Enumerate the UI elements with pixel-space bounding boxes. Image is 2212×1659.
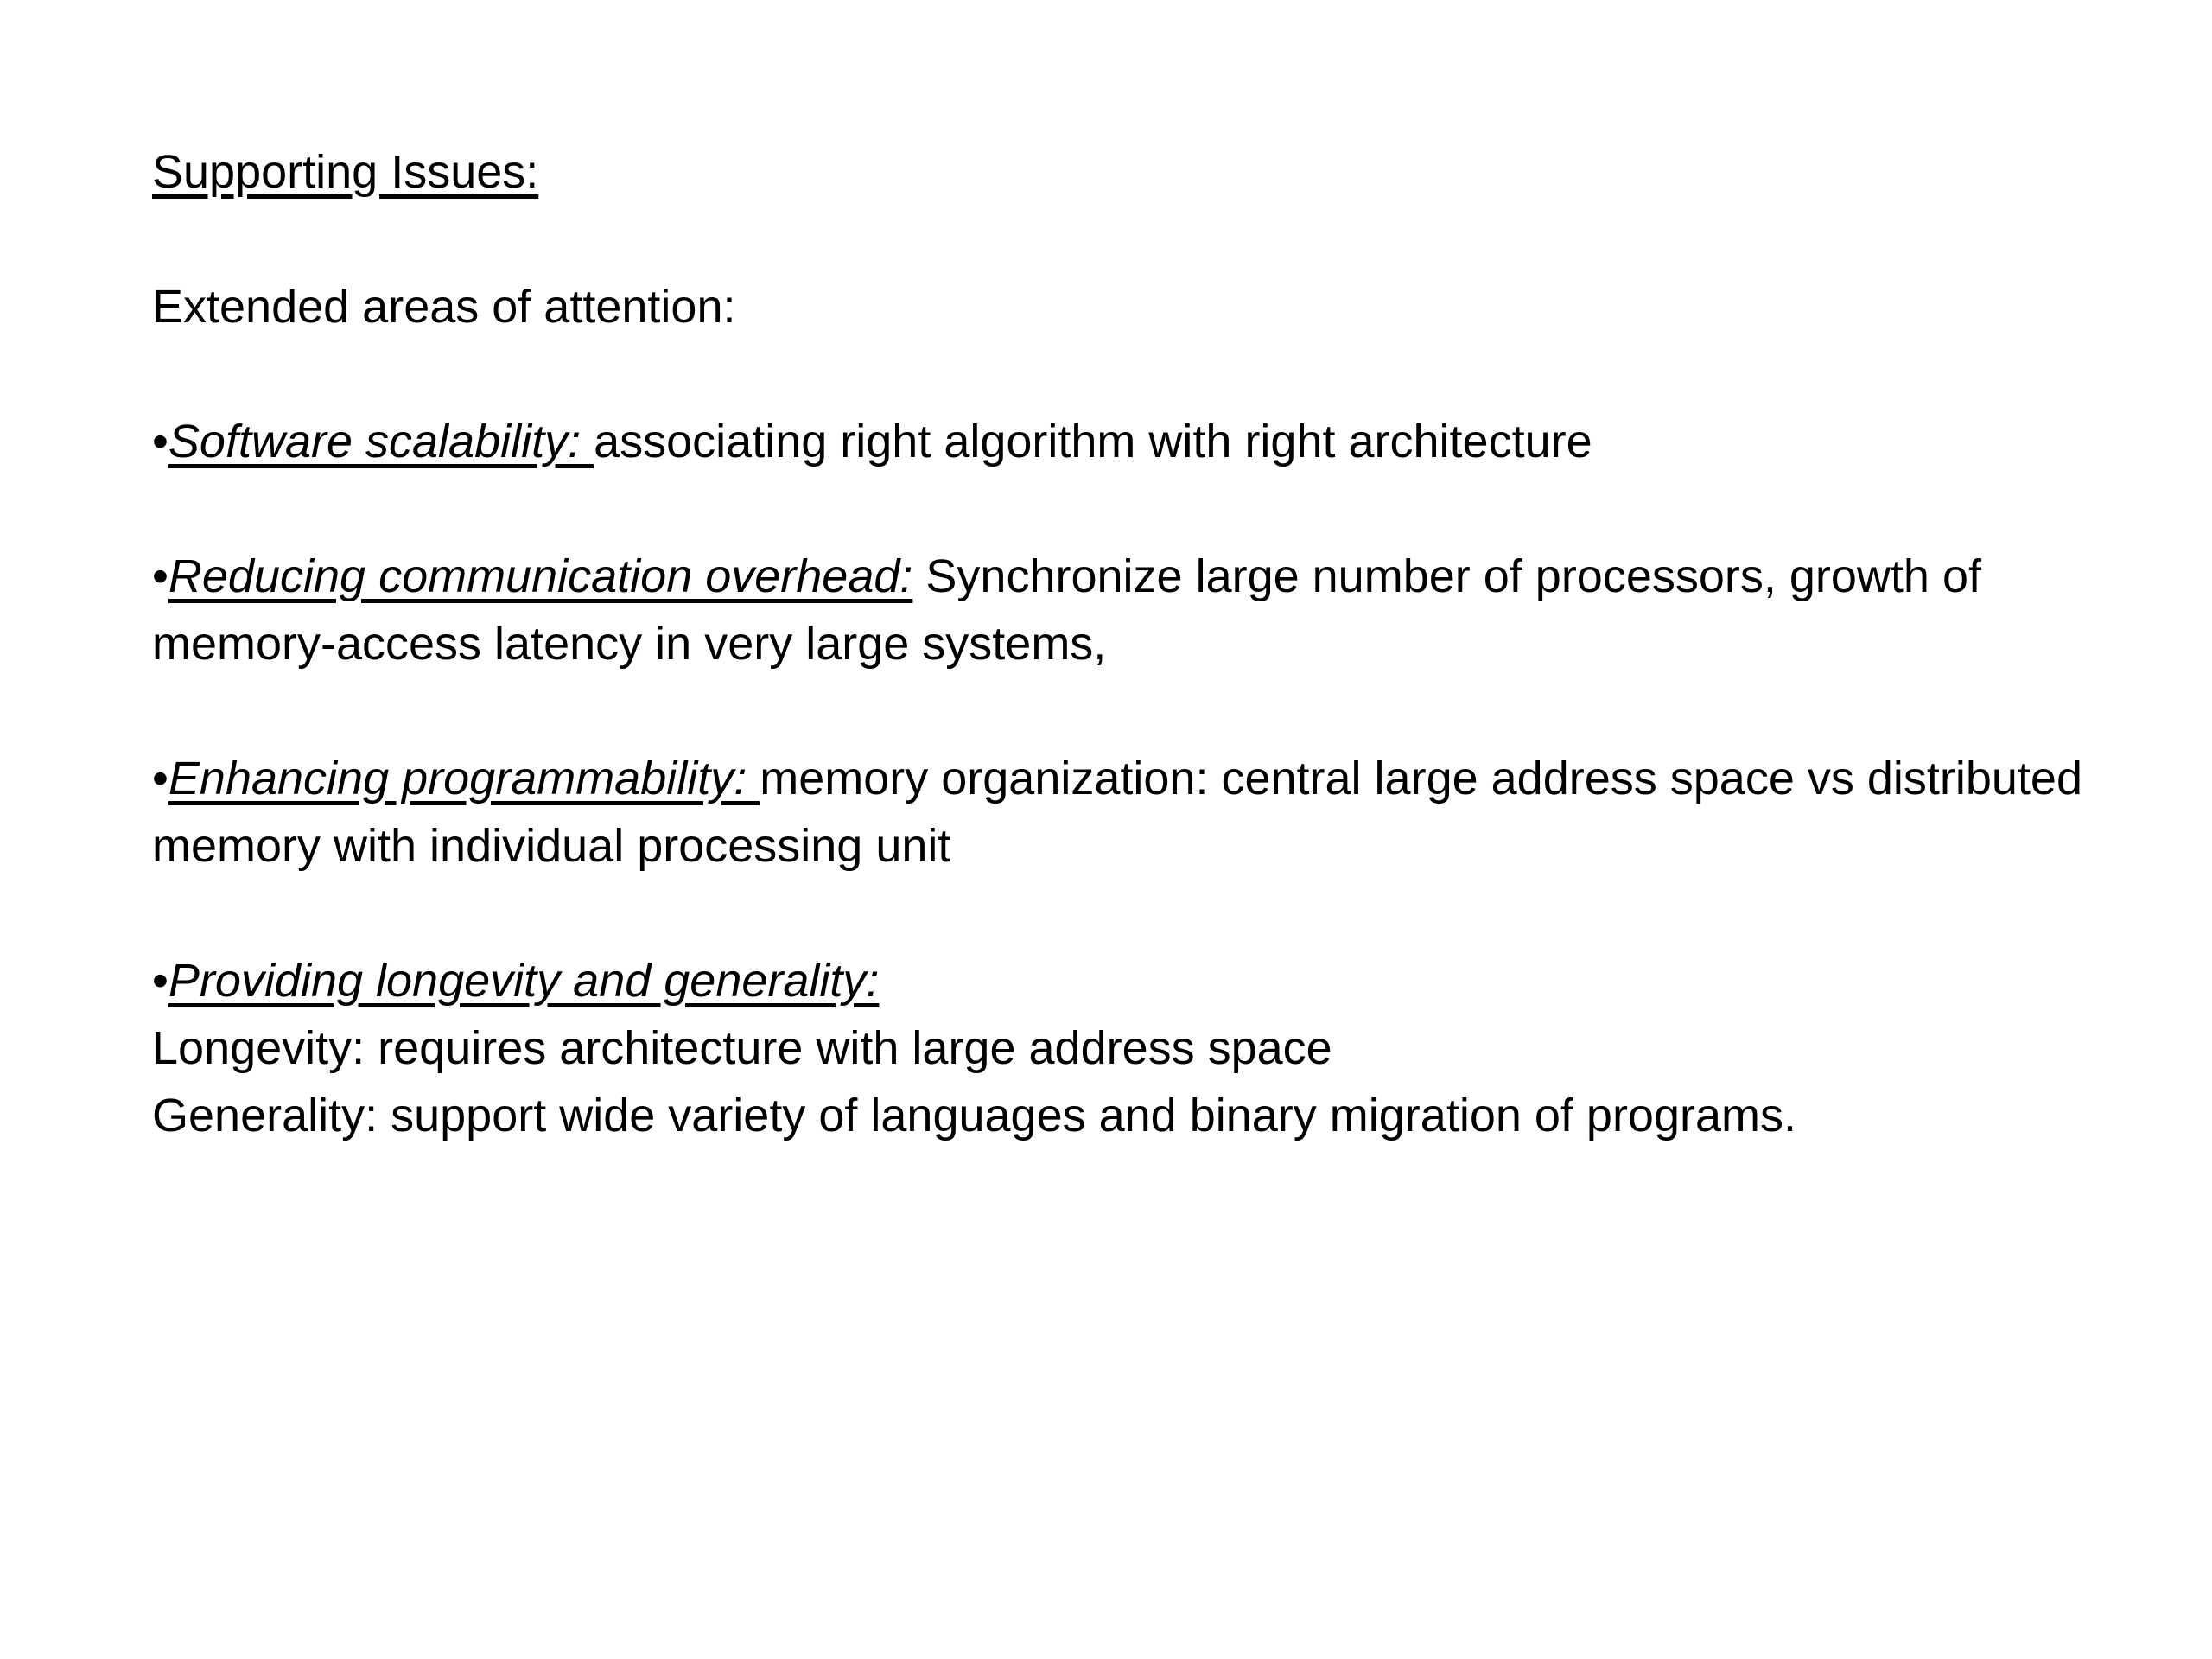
- spacer: [152, 880, 2113, 947]
- bullet-glyph: •: [152, 955, 168, 1007]
- list-item-enhancing-programmability: [152, 745, 2113, 880]
- list-item-reducing-communication-overhead: [152, 543, 2113, 677]
- list-item-software-scalability: [152, 408, 2113, 475]
- spacer: [152, 340, 2113, 408]
- spacer: [152, 475, 2113, 543]
- item-text: associating right algorithm with right architecture: [594, 416, 1592, 467]
- slide-heading: Supporting Issues:: [152, 146, 539, 198]
- bullet-glyph: •: [152, 550, 168, 602]
- list-item-longevity-generality: [152, 947, 2113, 1014]
- item-text: memory organization: central large address space vs distributed memory with individual processing unit: [152, 753, 2082, 872]
- item-text: Synchronize large number of processors, growth of memory-access latency in very large systems,: [152, 550, 1982, 670]
- item-term: Software scalability:: [168, 416, 594, 467]
- bullet-glyph: •: [152, 753, 168, 804]
- detail-line-generality: Generality: support wide variety of languages and binary migration of programs.: [152, 1090, 1796, 1141]
- item-term: Enhancing programmability:: [168, 753, 760, 804]
- slide-body: [152, 138, 2113, 1149]
- bullet-glyph: •: [152, 416, 168, 467]
- detail-line-longevity: Longevity: requires architecture with large address space: [152, 1022, 1332, 1074]
- item-term: Reducing communication overhead:: [168, 550, 913, 602]
- spacer: [152, 206, 2113, 273]
- intro-text: Extended areas of attention:: [152, 281, 736, 333]
- item-term: Providing longevity and generality:: [168, 955, 880, 1007]
- spacer: [152, 677, 2113, 745]
